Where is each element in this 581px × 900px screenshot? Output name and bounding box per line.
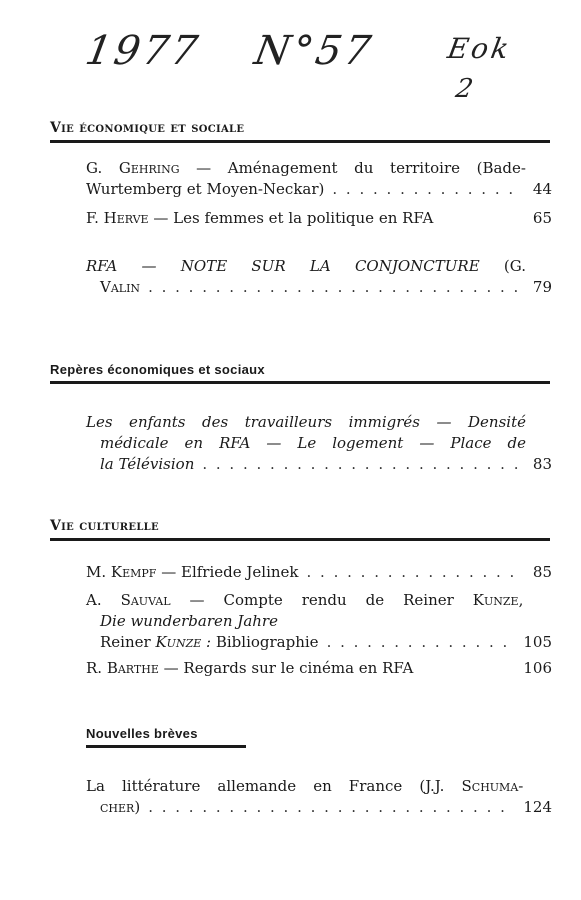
entry-page: 124 — [523, 798, 552, 816]
entry-name: Reiner — [100, 633, 151, 651]
section-reperes — [50, 362, 550, 384]
entry-author: G. Gehring — [86, 159, 180, 177]
section-title: Nouvelles brèves — [86, 726, 198, 741]
toc-entry — [86, 256, 552, 298]
entry-separator: — — [196, 159, 212, 177]
entry-page: 85 — [532, 563, 552, 581]
handwritten-mark: Eok — [445, 32, 515, 65]
entry-title-cont: Die wunderbaren Jahre — [100, 612, 278, 630]
entry-title: RFA — NOTE SUR LA CONJONCTURE — [86, 257, 480, 275]
section-title: Vie économique et sociale — [50, 120, 245, 136]
entry-title: Les femmes et la politique en RFA — [173, 209, 434, 227]
entry-author: F. Herve — [86, 209, 149, 227]
entry-title: Regards sur le cinéma en RFA — [183, 659, 414, 677]
section-title: Vie culturelle — [50, 518, 159, 534]
handwritten-issue-number: N°57 — [250, 28, 377, 74]
entry-page: 65 — [532, 209, 552, 227]
entry-separator: — — [163, 659, 179, 677]
entry-author: Schuma- — [461, 777, 524, 795]
handwritten-mark-2: 2 — [453, 74, 479, 104]
entry-title-cont: Wurtemberg et Moyen-Neckar) — [86, 180, 325, 198]
section-rule — [86, 745, 246, 748]
entry-author: A. Sauval — [86, 591, 171, 609]
entry-separator: — — [161, 563, 177, 581]
entry-page: 44 — [532, 180, 552, 198]
toc-entry — [86, 562, 552, 583]
toc-entry — [86, 658, 552, 679]
toc-entry — [86, 412, 552, 475]
section-rule — [50, 538, 550, 541]
entry-page: 79 — [532, 278, 552, 296]
entry-author: R. Barthe — [86, 659, 159, 677]
entry-title-cont: Bibliographie — [215, 633, 319, 651]
entry-page: 106 — [523, 659, 552, 677]
entry-title-cont: médicale en RFA — Le logement — Place de — [100, 434, 526, 452]
section-nouvelles-breves — [86, 726, 246, 748]
toc-entry — [86, 590, 552, 653]
entry-separator: — — [153, 209, 169, 227]
entry-author-2: Kunze, — [472, 591, 524, 609]
entry-title: Elfriede Jelinek — [181, 563, 299, 581]
entry-title: Compte rendu de Reiner — [223, 591, 454, 609]
entry-separator: — — [189, 591, 205, 609]
entry-title: Les enfants des travailleurs immigrés — Densité — [86, 413, 526, 431]
entry-author: M. Kempf — [86, 563, 157, 581]
entry-author-cont: Valin — [100, 278, 141, 296]
section-vie-culturelle — [50, 518, 550, 541]
section-title: Repères économiques et sociaux — [50, 362, 265, 377]
toc-entry — [86, 776, 552, 818]
entry-title: La littérature allemande en France (J.J. — [86, 777, 445, 795]
section-rule — [50, 140, 550, 143]
entry-title: Aménagement du territoire (Bade- — [227, 159, 526, 177]
entry-page: 105 — [523, 633, 552, 651]
section-vie-economique — [50, 120, 550, 143]
handwritten-year: 1977 — [81, 28, 204, 74]
entry-author-cont: cher) — [100, 798, 141, 816]
toc-entry — [86, 158, 552, 200]
entry-title-cont: la Télévision — [100, 455, 195, 473]
entry-author: (G. — [503, 257, 526, 275]
entry-author-3: Kunze : — [155, 633, 212, 651]
entry-page: 83 — [532, 455, 552, 473]
section-rule — [50, 381, 550, 384]
toc-entry — [86, 208, 552, 229]
